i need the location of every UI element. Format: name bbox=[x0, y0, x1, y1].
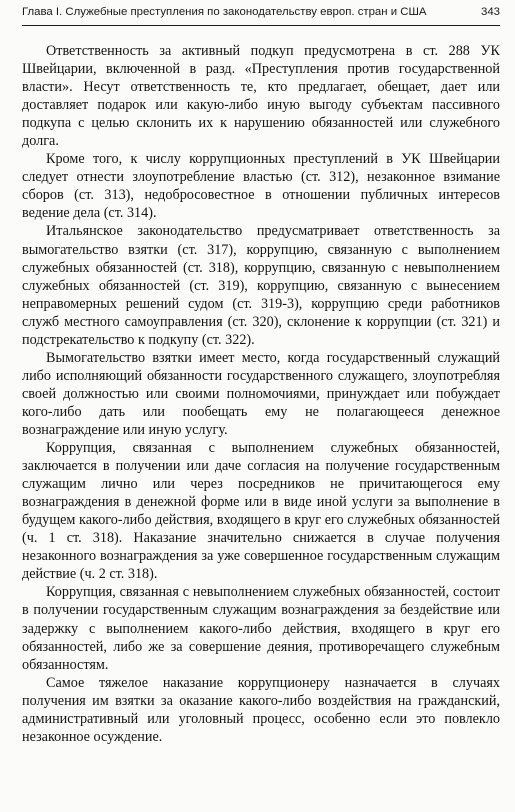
paragraph: Коррупция, связанная с невыполнением служебных обязанностей, состоит в получении государственным служащим вознаграждения за бездействие или задержку с выполнением какого-либо действия, входящего в круг его обязанностей, либо же за совершение деяния, противоречащего служебным обязанностям. bbox=[22, 584, 500, 673]
running-header bbox=[22, 6, 500, 24]
paragraph: Итальянское законодательство предусматривает ответственность за вымогательство взятки (ст. 317), коррупцию, связанную с выполнением служебных обязанностей (ст. 318), коррупцию, связанную с невыполнением служебных обязанностей (ст. 319), коррупцию, связанную с вынесением неправомерных решений судом (ст. 319-3), коррупцию среди работников служб местного самоуправления (ст. 320), склонение к коррупции (ст. 321) и подстрекательство к подкупу (ст. 322). bbox=[22, 223, 500, 348]
running-title: Глава I. Служебные преступления по законодательству европ. стран и США bbox=[22, 6, 427, 18]
paragraph: Кроме того, к числу коррупционных преступлений в УК Швейцарии следует отнести злоупотребление властью (ст. 312), незаконное взимание сборов (ст. 313), недобросовестное в отношении публичных интересов ведение дела (ст. 314). bbox=[22, 151, 500, 222]
paragraph: Вымогательство взятки имеет место, когда государственный служащий либо исполняющий обязанности государственного служащего, злоупотребляя своей должностью или своими полномочиями, принуждает или побуждает кого-либо дать или пообещать ему не полагающееся денежное вознаграждение или иную услугу. bbox=[22, 349, 500, 438]
paragraph: Коррупция, связанная с выполнением служебных обязанностей, заключается в получении или даче согласия на получение государственным служащим лично или через посредников не причитающегося ему вознаграждения в денежной форме или в виде иной услуги за выполнение в будущем какого-либо действия, входящего в круг его служебных обязанностей (ч. 1 ст. 318). Наказание значительно снижается в случае получения незаконного вознаграждения за уже совершенное государственным служащим действие (ч. 2 ст. 318). bbox=[22, 440, 500, 583]
body-text bbox=[22, 42, 500, 746]
paragraph: Самое тяжелое наказание коррупционеру назначается в случаях получения им взятки за оказание какого-либо воздействия на гражданский, административный или уголовный процесс, особенно если это повлекло незаконное осуждение. bbox=[22, 674, 500, 745]
header-rule bbox=[22, 25, 500, 26]
page-number: 343 bbox=[480, 6, 500, 18]
paragraph: Ответственность за активный подкуп предусмотрена в ст. 288 УК Швейцарии, включенной в разд. «Преступления против государственной власти». Несут ответственность те, кто предлагает, обещает, дает или доставляет подарок или какую-либо иную выгоду субъектам пассивного подкупа с целью склонить их к нарушению обязанностей или служебного долга. bbox=[22, 43, 500, 150]
